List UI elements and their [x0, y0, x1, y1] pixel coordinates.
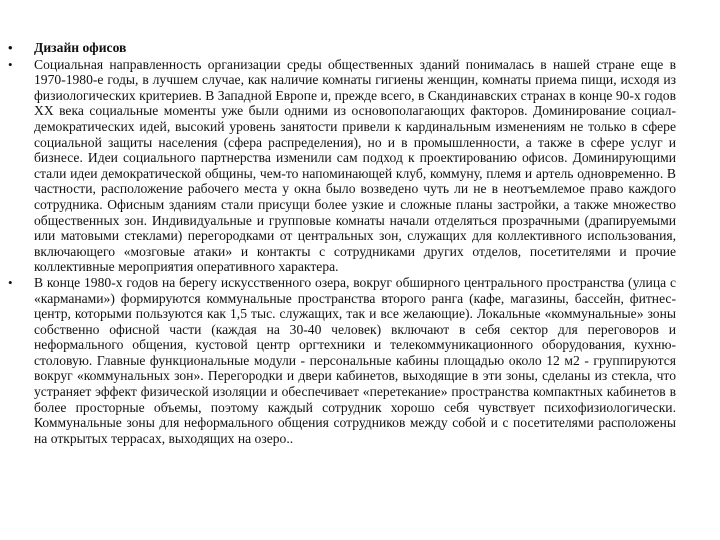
paragraph-text: В конце 1980-х годов на берегу искусственного озера, вокруг обширного центрального пространства (улица с «карманами») формируются коммунальные пространства второго ранга (кафе, магазины, бассейн, фитнес-центр, которыми пользуются как 1,5 тыс. служащих, так и все желающие). Локальные «коммунальные» зоны собственно офисной части (каждая на 30-40 человек) включают в себя сектор для переговоров и неформального общения, кустовой центр оргтехники и телекоммуникационного оборудования, кухню-столовую. Главные функциональные модули - персональные кабины площадью около 12 м2 - группируются вокруг «коммунальных зон». Перегородки и двери кабинетов, выходящие в эти зоны, сделаны из стекла, что устраняет эффект физической изоляции и обеспечивает «перетекание» пространства компактных кабинетов в более просторные объемы, поэтому каждый сотрудник хорошо себя чувствует психофизиологически. Коммунальные зоны для неформального общения сотрудников между собой и с посетителями расположены на открытых террасах, выходящих на озеро..: [34, 274, 676, 446]
paragraph-text: Социальная направленность организации среды общественных зданий понималась в нашей стране еще в 1970-1980-е годы, в лучшем случае, как наличие комнаты гигиены женщин, комнаты приема пищи, исходя из физиологических критериев. В Западной Европе и, прежде всего, в Скандинавских странах в конце 90-х годов XX века социальные моменты уже были одними из основополагающих факторов. Доминирование социал-демократических идей, высокий уровень занятости привели к кардинальным изменениям не только в сфере социальной защиты населения (сфера распределения), но и в промышленности, а также в сфере услуг и бизнесе. Идеи социального партнерства изменили сам подход к проектированию офисов. Доминирующими стали идеи демократической общины, чем-то напоминающей клуб, коммуну, племя и артель одновременно. В частности, расположение рабочего места у окна было возведено чуть ли не в неотъемлемое право каждого сотрудника. Офисным зданиям стали присущи более узкие и сложные планы застройки, а также множество общественных зон. Индивидуальные и групповые комнаты начали отделяться прозрачными (драпируемыми или матовыми стеклами) перегородками от центральных зон, служащих для коллективного использования, включающего «мозговые атаки» и контакты с сотрудниками других отделов, посетителями и прочие коллективные мероприятия оперативного характера.: [34, 56, 676, 275]
heading-text: Дизайн офисов: [34, 40, 127, 55]
list-item-paragraph-1: [8, 57, 676, 275]
bullet-list: [8, 40, 676, 446]
list-item-heading: [8, 40, 676, 56]
bullet-icon: •: [8, 56, 13, 72]
bullet-icon: •: [8, 40, 13, 55]
bullet-icon: •: [8, 274, 13, 290]
list-item-paragraph-2: [8, 275, 676, 447]
